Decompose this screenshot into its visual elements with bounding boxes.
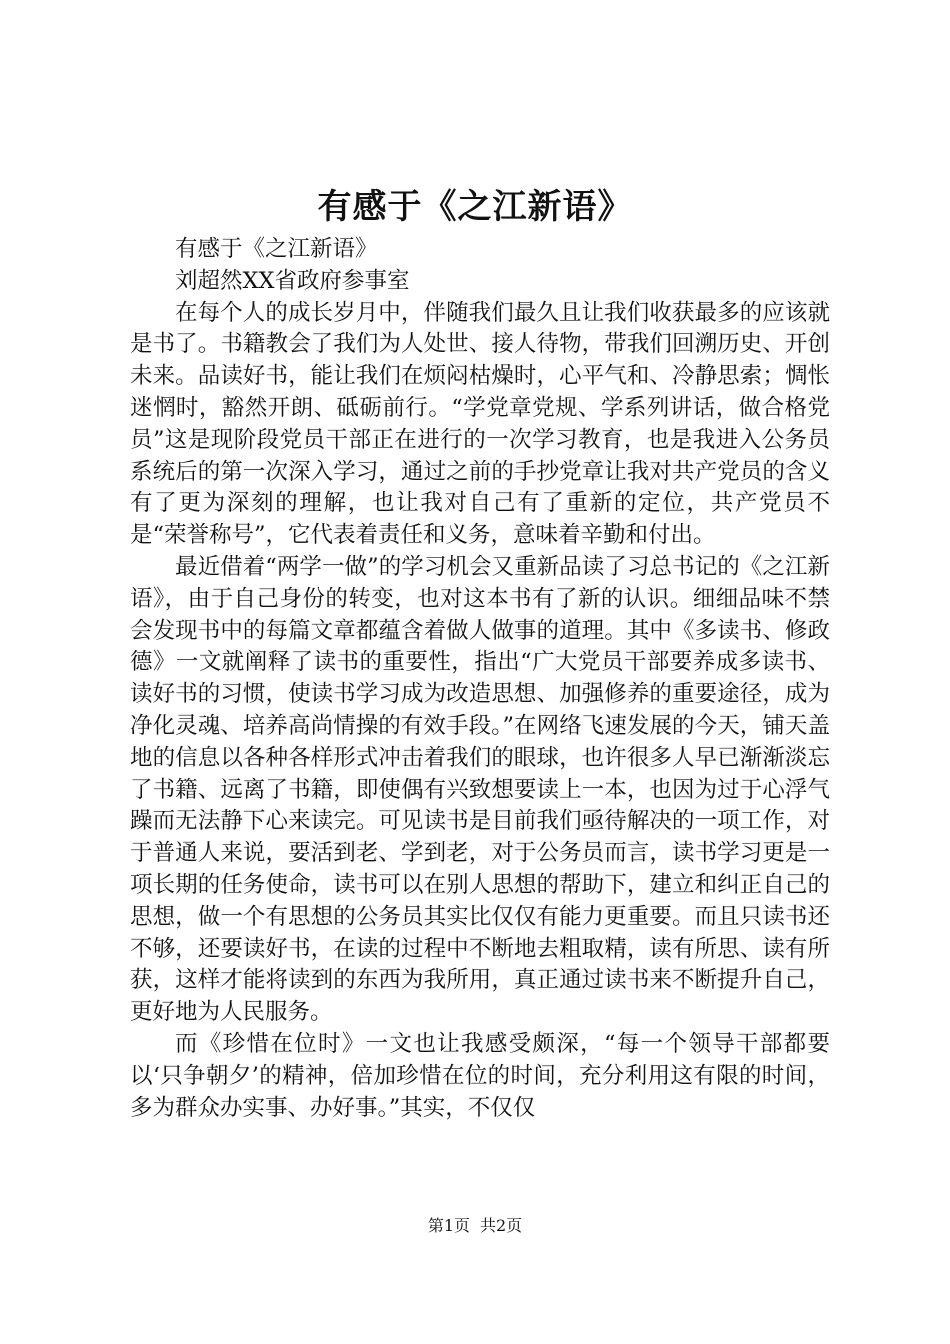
document-title: 有感于《之江新语》: [317, 187, 633, 227]
body-paragraph: 而《珍惜在位时》一文也让我感受颇深，“每一个领导干部都要以‘只争朝夕’的精神，倍加珍惜在位的时间，充分利用这有限的时间，多为群众办实事、办好事。”其实，不仅仅: [130, 1030, 830, 1121]
author-line: 刘超然XX省政府参事室: [175, 267, 410, 294]
page-number-total: 共2页: [480, 1216, 523, 1235]
page-number-current: 第1页: [427, 1216, 470, 1235]
body-paragraph: 在每个人的成长岁月中，伴随我们最久且让我们收获最多的应该就是书了。书籍教会了我们为人处世、接人待物，带我们回溯历史、开创未来。品读好书，能让我们在烦闷枯燥时，心平气和、冷静思索；惆怅迷惘时，豁然开朗、砥砺前行。“学党章党规、学系列讲话，做合格党员”这是现阶段党员干部正在进行的一次学习教育，也是我进入公务员系统后的第一次深入学习，通过之前的手抄党章让我对共产党员的含义有了更为深刻的理解，也让我对自己有了重新的定位，共产党员不是“荣誉称号”，它代表着责任和义务，意味着辛勤和付出。: [130, 299, 830, 549]
body-paragraph: 最近借着“两学一做”的学习机会又重新品读了习总书记的《之江新语》，由于自己身份的转变，也对这本书有了新的认识。细细品味不禁会发现书中的每篇文章都蕴含着做人做事的道理。其中《多读书、修政德》一文就阐释了读书的重要性，指出“广大党员干部要养成多读书、读好书的习惯，使读书学习成为改造思想、加强修养的重要途径，成为净化灵魂、培养高尚情操的有效手段。”在网络飞速发展的今天，铺天盖地的信息以各种各样形式冲击着我们的眼球，也许很多人早已渐渐淡忘了书籍、远离了书籍，即使偶有兴致想要读上一本，也因为过于心浮气躁而无法静下心来读完。可见读书是目前我们亟待解决的一项工作，对于普通人来说，要活到老、学到老，对于公务员而言，读书学习更是一项长期的任务使命，读书可以在别人思想的帮助下，建立和纠正自己的思想，做一个有思想的公务员其实比仅仅有能力更重要。而且只读书还不够，还要读好书，在读的过程中不断地去粗取精，读有所思、读有所获，这样才能将读到的东西为我所用，真正通过读书来不断提升自己，更好地为人民服务。: [130, 553, 830, 1026]
subtitle-paragraph: 有感于《之江新语》: [175, 236, 378, 262]
page-footer: [0, 1214, 950, 1238]
document-body: [130, 234, 830, 1124]
